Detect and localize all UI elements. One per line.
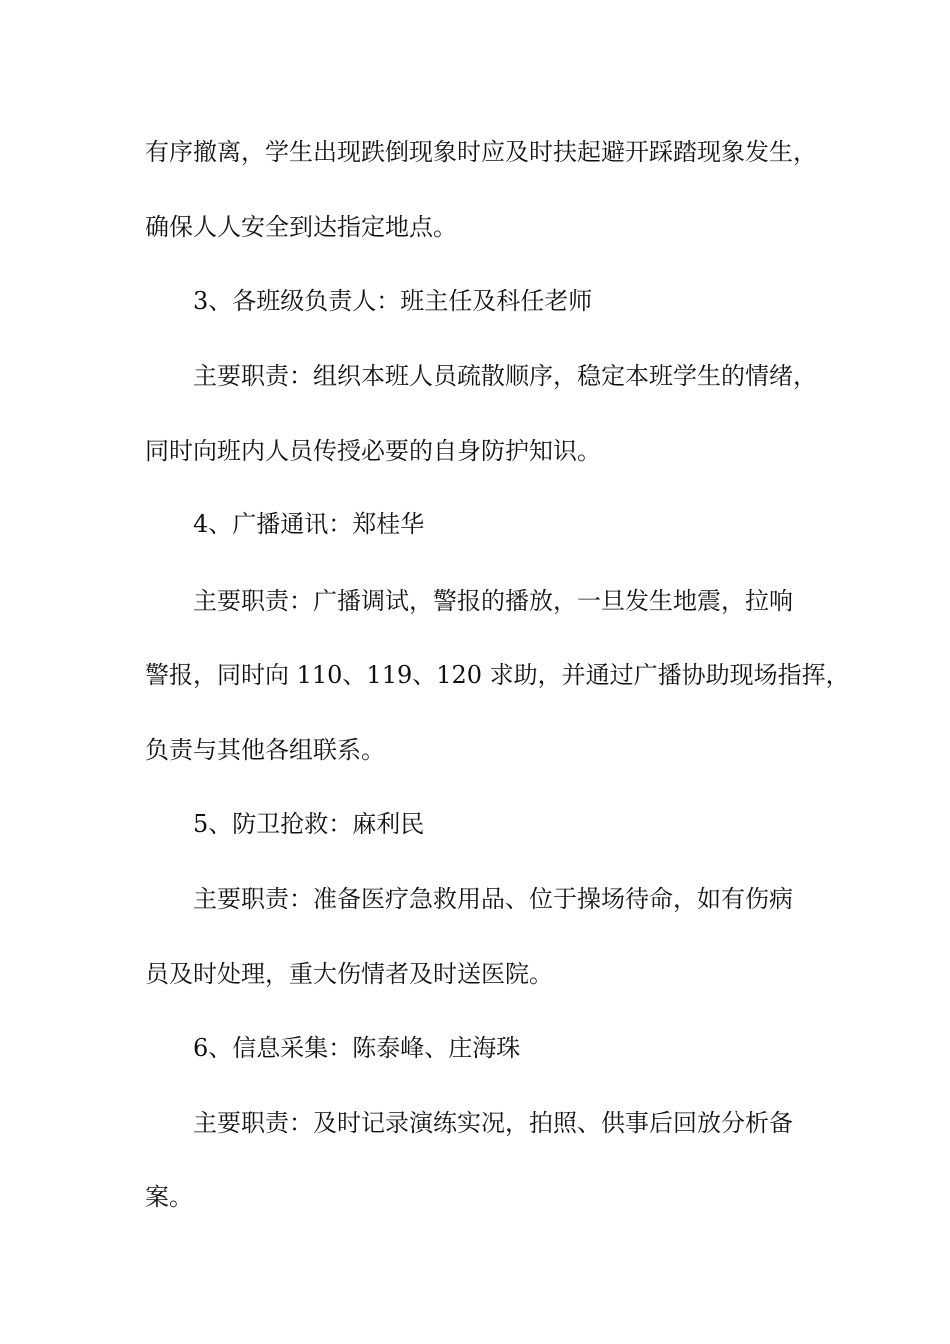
paragraph-line: 负责与其他各组联系。 xyxy=(145,736,385,764)
paragraph-line: 同时向班内人员传授必要的自身防护知识。 xyxy=(145,437,601,465)
paragraph-line: 主要职责：广播调试，警报的播放，一旦发生地震，拉响 xyxy=(193,587,793,615)
paragraph-line: 案。 xyxy=(145,1183,193,1211)
paragraph-line: 警报，同时向 110、119、120 求助，并通过广播协助现场指挥， xyxy=(145,661,850,689)
paragraph-line: 主要职责：准备医疗急救用品、位于操场待命，如有伤病 xyxy=(193,885,793,913)
section-heading-info-collection: 6、信息采集：陈泰峰、庄海珠 xyxy=(193,1034,521,1062)
paragraph-line: 主要职责：及时记录演练实况，拍照、供事后回放分析备 xyxy=(193,1109,793,1137)
section-heading-class-leaders: 3、各班级负责人：班主任及科任老师 xyxy=(193,287,593,315)
section-heading-rescue: 5、防卫抢救：麻利民 xyxy=(193,810,425,838)
paragraph-line: 员及时处理，重大伤情者及时送医院。 xyxy=(145,960,553,988)
paragraph-line: 有序撤离，学生出现跌倒现象时应及时扶起避开踩踏现象发生， xyxy=(145,138,817,166)
section-heading-broadcast: 4、广播通讯：郑桂华 xyxy=(193,510,425,538)
paragraph-line: 主要职责：组织本班人员疏散顺序，稳定本班学生的情绪， xyxy=(193,362,817,390)
paragraph-line: 确保人人安全到达指定地点。 xyxy=(145,213,457,241)
